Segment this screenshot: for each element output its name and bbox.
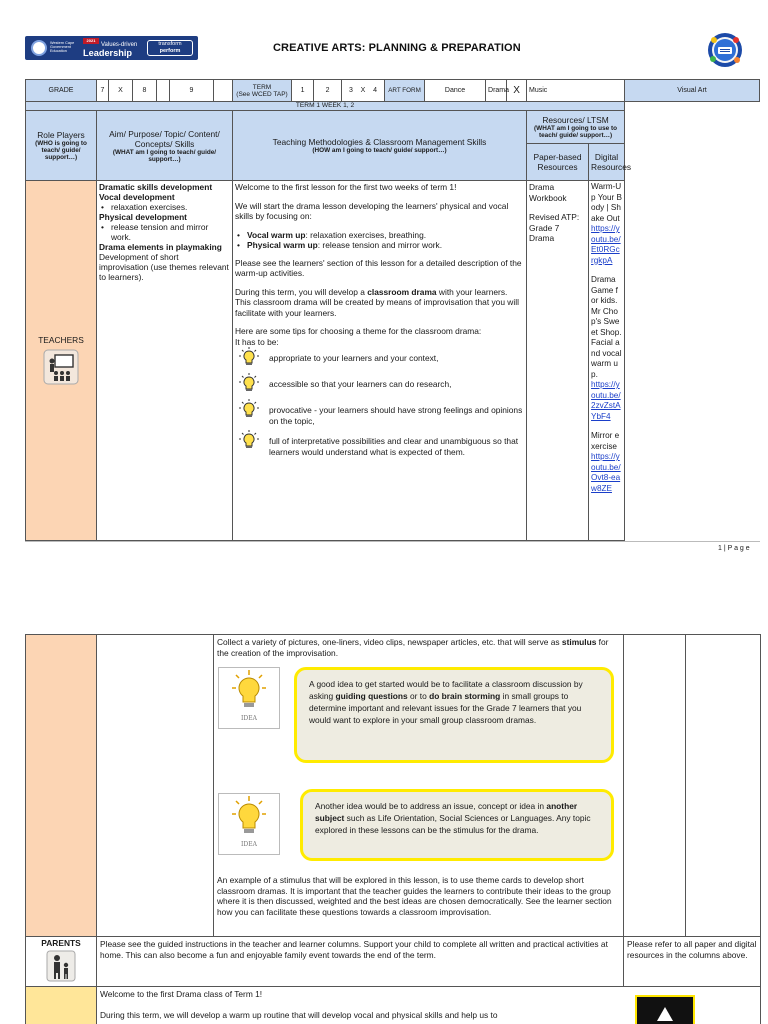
warm-up-video-link[interactable]: https://youtu.be/Et0RGcrgkpA <box>591 224 621 265</box>
teachers-paper-resources: Drama Workbook Revised ATP: Grade 7 Drama <box>527 181 589 541</box>
digital-resources-header: Digital Resources <box>589 144 625 181</box>
planning-table <box>25 79 760 541</box>
parents-instructions: Please see the guided instructions in the teacher and learner columns. Support your child to complete all written and practical activities at home. This can also become a fun and enjoyable family event towards the end of the term. <box>97 937 624 987</box>
page-number: 1 | P a g e <box>718 545 750 552</box>
parents-row <box>26 937 761 987</box>
aim-cell-continued <box>97 635 214 937</box>
role-players-header: Role Players (WHO is going to teach/ guide/ support…) <box>26 111 97 181</box>
document-header <box>25 32 760 66</box>
grade-8-cell: 8 <box>133 80 157 102</box>
classroom-drama-para: During this term, you will develop a classroom drama with your learners. This classroom drama will be created by means of improvisation that you will facilitate with your learners. <box>235 286 519 318</box>
lightbulb-icon <box>239 399 259 421</box>
learners-content-cell: Welcome to the first Drama class of Term 1! During this term, we will develop a warm up routine that will develop vocal and physical skills and help us to <box>97 987 761 1024</box>
mirror-exercise-video-link[interactable]: https://youtu.be/Ovt8-eaw8ZE <box>591 452 621 493</box>
resources-header: Resources/ LTSM (WHAT am I going to use to teach/ guide/ support…) <box>527 111 625 144</box>
term-1-cell: 1 <box>292 80 314 102</box>
tip-item: full of interpretative possibilities and clear and unambiguous so that learners would understand what is expected of them. <box>235 436 524 457</box>
methodology-cell-continued <box>214 635 624 937</box>
dance-cell: Dance <box>425 80 486 102</box>
teachers-label: TEACHERS <box>38 334 84 345</box>
grade-7-cell: 7 <box>97 80 109 102</box>
idea-box-another-subject: Another idea would be to address an issue, concept or idea in another subject such as Life Orientation, Social Sciences or Languages. Any topic explored in these lessons can be the stimulus for the drama. <box>300 789 614 861</box>
grade-7-mark: X <box>109 80 133 102</box>
art-form-label: ART FORM <box>385 80 425 102</box>
term-label: TERM (See WCED TAP) <box>233 80 292 102</box>
footer-rule <box>25 541 760 542</box>
visual-art-cell: Visual Art <box>625 80 760 102</box>
learners-row <box>26 987 761 1024</box>
teachers-role-cell <box>26 181 97 541</box>
tip-item: accessible so that your learners can do research, <box>235 379 524 395</box>
music-cell: Music <box>527 80 625 102</box>
lightbulb-icon <box>239 347 259 369</box>
grade-label: GRADE <box>26 80 97 102</box>
drama-cell: Drama <box>486 80 507 102</box>
parents-label: PARENTS <box>41 938 81 948</box>
drama-game-video-link[interactable]: https://youtu.be/2zvZstAYbF4 <box>591 380 621 421</box>
drama-mark: X <box>507 80 527 102</box>
teachers-row-continued <box>26 635 761 937</box>
lightbulb-icon <box>239 373 259 395</box>
lightbulb-icon <box>239 430 259 452</box>
term-3-4-cell: 3 X 4 <box>342 80 385 102</box>
aim-header: Aim/ Purpose/ Topic/ Content/ Concepts/ Skills (WHAT am I going to teach/ guide/ support…) <box>97 111 233 181</box>
tips-intro: Here are some tips for choosing a theme for the classroom drama: It has to be: <box>235 326 482 347</box>
values-driven-text: Values-driven <box>101 42 138 48</box>
teacher-presentation-icon <box>43 349 79 385</box>
aim-bullet: • relaxation exercises. <box>99 202 230 212</box>
parent-child-icon <box>46 950 76 982</box>
transform-perform-badge <box>147 40 193 56</box>
idea-lightbulb-icon <box>219 794 279 844</box>
perform-text: perform <box>159 48 181 54</box>
parents-role-cell <box>26 937 97 987</box>
teachers-row <box>26 181 760 541</box>
methodologies-header: Teaching Methodologies & Classroom Management Skills (HOW am I going to teach/ guide/ support…) <box>233 111 527 181</box>
method-bullet: • Physical warm up: release tension and mirror work. <box>235 240 524 250</box>
idea-lightbulb-icon <box>219 668 279 718</box>
teachers-role-cell-continued <box>26 635 97 937</box>
planning-table-continued <box>25 634 761 1024</box>
drama-masks-icon <box>635 995 695 1024</box>
teachers-digital-resources: Warm-Up Your Body | Shake Out https://youtu.be/Et0RGcrgkpA Drama Game for kids. Mr Chop's Sweet Shop. Facial and vocal warm up. https://youtu.be/2zvZstAYbF4 Mirror exercise https://youtu.be/Ovt8-eaw8ZE <box>589 181 625 541</box>
transform-text: transform <box>158 41 182 47</box>
badge-2021: 2021 <box>83 38 99 44</box>
term-week-row <box>26 102 760 111</box>
term-week-label: TERM 1 WEEK 1, 2 <box>26 102 625 111</box>
leadership-text: Leadership <box>83 48 133 58</box>
paper-based-header: Paper-based Resources <box>527 144 589 181</box>
page-2 <box>0 634 768 1024</box>
learners-role-cell <box>26 987 97 1024</box>
teachers-methodology-cell: Welcome to the first lesson for the first two weeks of term 1! We will start the drama lesson developing the learners' physical and vocal skills by focusing on: • Vocal warm up: relaxation exercises, breathing. • Physical warm up: release tension and mirror work. Please see the learners' section of this lesson for a detailed description of the warm-up activities. During this term, you will develop a classroom drama with your learners. This classroom drama will be created by means of improvisation that you will facilitate with your learners. Here are some tips for choosing a theme for the classroom drama: It has to be: appropriate to your learners and your context, accessible so that your learners can do research, provocative - your learners should have strong feelings and opinions on the topic, full of interpretative possibilities and clear and unambiguous so that learners would understand what is expected of them. <box>233 181 527 541</box>
grade-9-cell: 9 <box>170 80 214 102</box>
theme-cards-para: An example of a stimulus that will be explored in this lesson, is to use theme cards to develop short classroom dramas. It is important that the teacher guides the learners to contribute their ideas to the group where it is then discussed, weighted and the best ideas are chosen democratically. See the learner section how you can facilitate these questions towards a classroom improvisation. <box>217 875 612 917</box>
column-header-row <box>26 111 760 144</box>
page-gap <box>0 562 768 634</box>
term-2-cell: 2 <box>314 80 342 102</box>
stimulus-para: Collect a variety of pictures, one-liners, video clips, newspaper articles, etc. that will serve as stimulus for the creation of the improvisation. <box>217 637 609 658</box>
wced-seal-icon <box>31 40 47 56</box>
tip-item: appropriate to your learners and your context, <box>235 353 524 369</box>
digital-resources-continued <box>686 635 761 937</box>
page-title: CREATIVE ARTS: PLANNING & PREPARATION <box>273 42 521 54</box>
tip-item: provocative - your learners should have strong feelings and opinions on the topic, <box>235 405 524 426</box>
leadership-wordmark <box>83 42 137 58</box>
idea-box-guiding-questions: A good idea to get started would be to facilitate a classroom discussion by asking guiding questions or to do brain storming in small groups to determine important and relevant issues for the Grade 7 learners that you would want to explore in your small group classroom dramas. <box>294 667 614 763</box>
idea-image: IDEA <box>218 667 280 729</box>
idea-image: IDEA <box>218 793 280 855</box>
paper-resources-continued <box>624 635 686 937</box>
grade-row <box>26 80 760 102</box>
parents-resources-note: Please refer to all paper and digital resources in the columns above. <box>624 937 761 987</box>
gov-text: Western Cape Government Education <box>50 41 75 54</box>
method-bullet: • Vocal warm up: relaxation exercises, breathing. <box>235 230 524 240</box>
teachers-aim-cell: Dramatic skills development Vocal development • relaxation exercises. Physical development • release tension and mirror work. Drama elements in playmaking Development of short improvisation (use themes relevant to learners). <box>97 181 233 541</box>
aim-bullet: • release tension and mirror work. <box>99 222 230 242</box>
values-driven-leadership-logo <box>25 36 198 60</box>
quality-learning-logo-icon <box>707 32 743 68</box>
